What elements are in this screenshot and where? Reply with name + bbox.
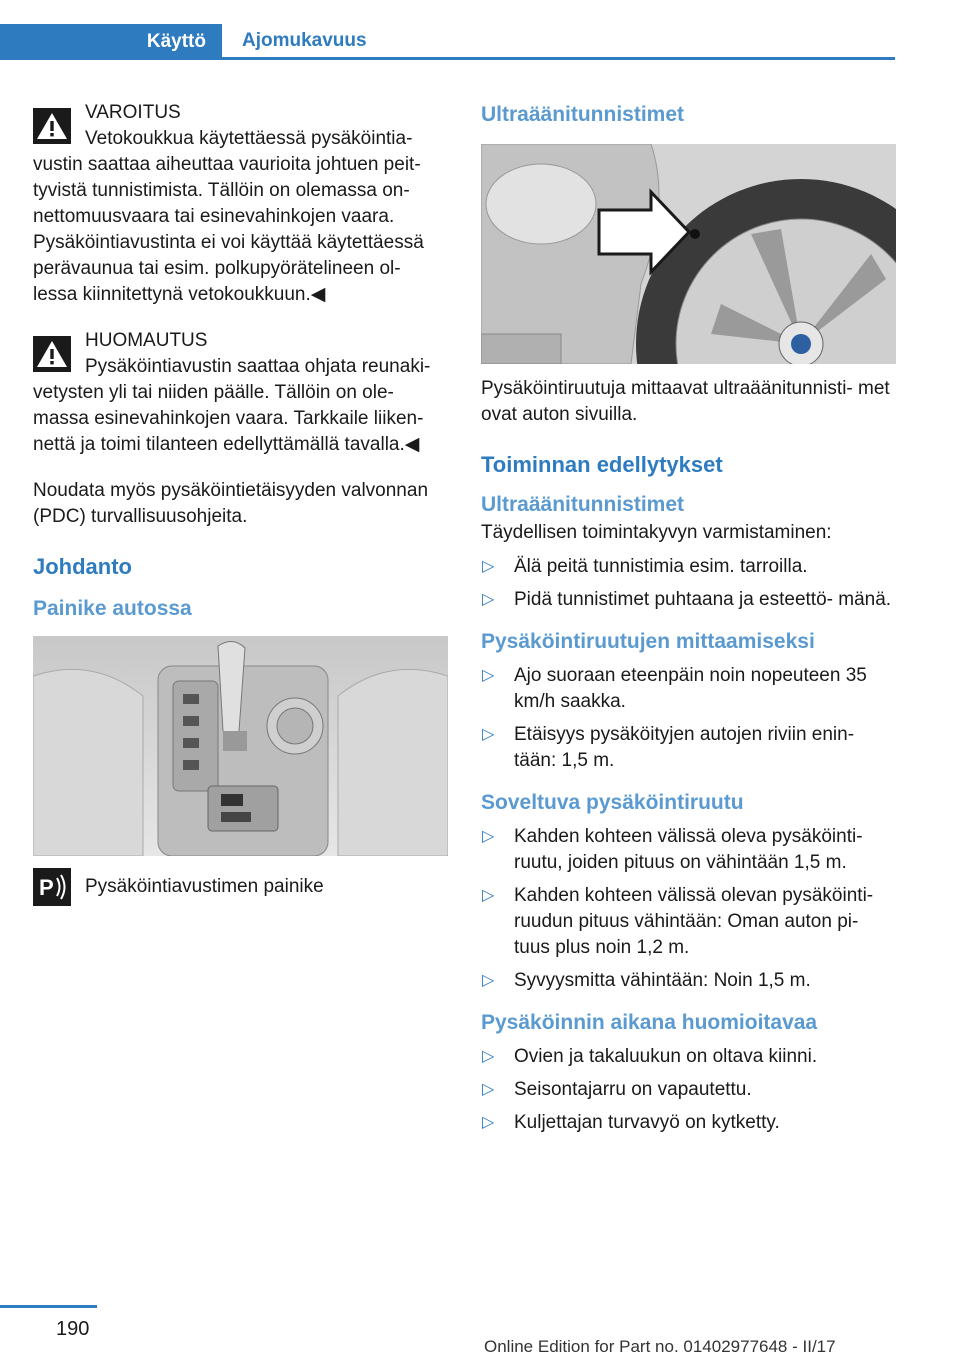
warning-triangle-icon (33, 336, 71, 372)
footer-rule (0, 1305, 97, 1308)
triangle-bullet-icon: ▷ (482, 887, 495, 904)
notice-block (33, 328, 448, 458)
tab-ajomukavuus[interactable]: Ajomukavuus (222, 24, 895, 60)
notice-text: vetysten yli tai niiden päälle. Tällöin on ole‐ massa esinevahinkojen vaara. Tarkkaile liiken‐ nettä ja toimi tilanteen edellyttämällä tavalla.◀ (33, 382, 424, 455)
warning-text: vustin saattaa aiheuttaa vaurioita johtuen peit‐ tyvistä tunnistimista. Tällöin on olemassa on‐ nettomuusvaara tai esinevahinkojen vaara. Pysäköintiavustinta ei voi käyttää käytettäessä perävaunua tai esim. polkupyörätelineen ol‐ lessa kiinnitettynä vetokoukkuun.◀ (33, 154, 424, 305)
heading-pysakoinnin-aikana: Pysäköinnin aikana huomioitavaa (481, 1011, 818, 1034)
warning-first-line: Vetokoukkua käytettäessä pysäköintia‐ (85, 128, 413, 149)
list-item: ▷ Kahden kohteen välissä olevan pysäköinti‐ ruudun pituus vähintään: Oman auton pi‐ tuus plus noin 1,2 m. (482, 885, 874, 958)
triangle-bullet-icon: ▷ (482, 667, 495, 684)
list-item: ▷ Kuljettajan turvavyö on kytketty. (481, 1110, 896, 1136)
triangle-bullet-icon: ▷ (482, 1081, 495, 1098)
triangle-bullet-icon: ▷ (482, 591, 495, 608)
button-caption: Pysäköintiavustimen painike (85, 876, 324, 897)
during-list (481, 1044, 896, 1136)
triangle-bullet-icon: ▷ (482, 1114, 495, 1131)
list-item: ▷ Seisontajarru on vapautettu. (481, 1077, 896, 1103)
chapter-header (0, 24, 895, 60)
list-item: ▷ Ovien ja takaluukun on oltava kiinni. (481, 1044, 896, 1070)
triangle-bullet-icon: ▷ (482, 726, 495, 743)
heading-toiminnan-edellytykset: Toiminnan edellytykset (481, 452, 723, 477)
sensor-list (481, 554, 896, 613)
measure-list (481, 663, 896, 774)
list-item: ▷ Kahden kohteen välissä oleva pysäköinti‐ ruutu, joiden pituus on vähintään 1,5 m. (482, 826, 863, 873)
list-item: ▷ Syvyysmitta vähintään: Noin 1,5 m. (481, 968, 896, 994)
left-column (33, 100, 448, 900)
triangle-bullet-icon: ▷ (482, 1048, 495, 1065)
heading-painike-autossa: Painike autossa (33, 597, 192, 620)
triangle-bullet-icon: ▷ (482, 558, 495, 575)
tab-kaytto[interactable]: Käyttö (0, 24, 222, 60)
warning-block (33, 100, 448, 308)
warning-triangle-icon (33, 108, 71, 144)
list-item: ▷ Älä peitä tunnistimia esim. tarroilla. (481, 554, 896, 580)
list-item: ▷ Ajo suoraan eteenpäin noin nopeuteen 35 km/h saakka. (482, 665, 867, 712)
center-console-image (33, 636, 448, 856)
parking-assistant-icon (33, 868, 71, 906)
heading-johdanto: Johdanto (33, 554, 132, 579)
triangle-bullet-icon: ▷ (482, 828, 495, 845)
heading-soveltuva-pysakointiruutu: Soveltuva pysäköintiruutu (481, 791, 744, 814)
heading-ultraaanitunnistimet-2: Ultraäänitunnistimet (481, 493, 685, 516)
pdc-button-row (33, 874, 448, 900)
heading-ultraaanitunnistimet: Ultraäänitunnistimet (481, 103, 685, 126)
triangle-bullet-icon: ▷ (482, 972, 495, 989)
wheel-sensor-image (481, 144, 896, 364)
warning-title: VAROITUS (85, 102, 181, 123)
list-item: ▷ Pidä tunnistimet puhtaana ja esteettö‐ mänä. (481, 587, 896, 613)
suitable-list (481, 824, 896, 994)
notice-title: HUOMAUTUS (85, 330, 208, 351)
page-number: 190 (56, 1318, 90, 1340)
svg-text:P: P (39, 875, 54, 900)
right-column (481, 100, 896, 1143)
list-item: ▷ Etäisyys pysäköityjen autojen riviin enin‐ tään: 1,5 m. (482, 724, 855, 771)
pdc-note: Noudata myös pysäköintietäisyyden valvonnan (PDC) turvallisuusohjeita. (33, 480, 429, 527)
sensors-text: Pysäköintiruutuja mittaavat ultraäänitunnisti‐ met ovat auton sivuilla. (481, 378, 890, 425)
notice-first-line: Pysäköintiavustin saattaa ohjata reunaki‐ (85, 356, 431, 377)
full-function-text: Täydellisen toimintakyvyn varmistaminen: (481, 522, 832, 543)
edition-text: Online Edition for Part no. 01402977648 - II/17 (484, 1337, 836, 1356)
heading-mittaamiseksi: Pysäköintiruutujen mittaamiseksi (481, 630, 815, 653)
